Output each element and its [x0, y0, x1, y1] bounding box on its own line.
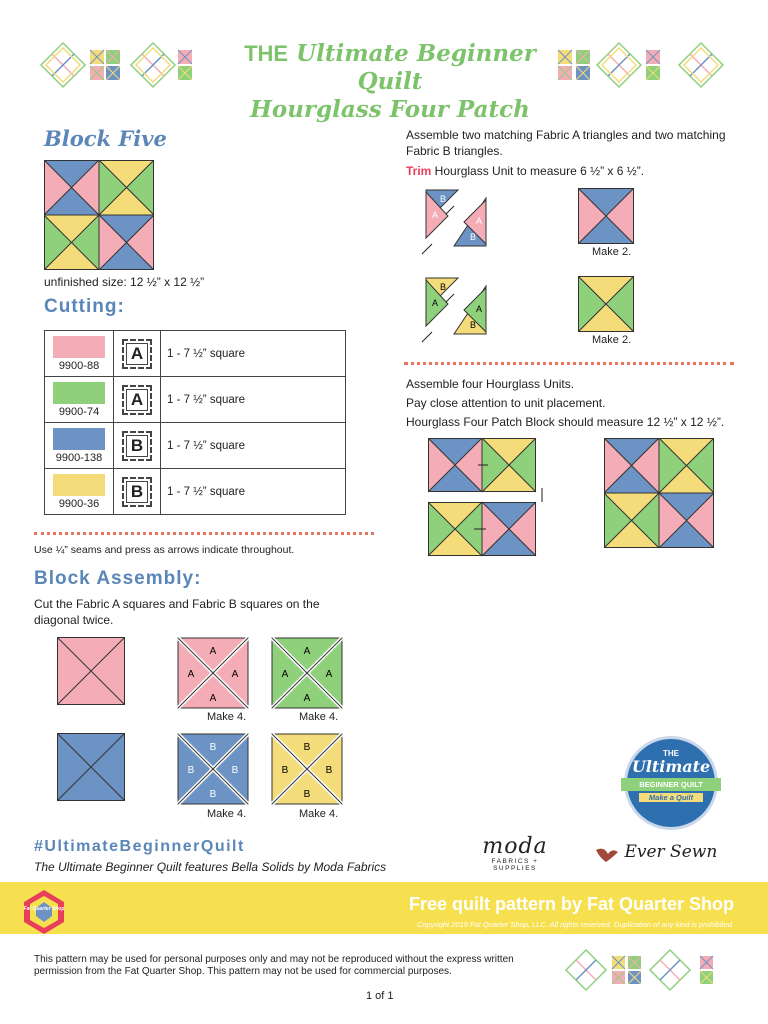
pink-square-diagram: [57, 637, 125, 705]
fabric-letter-badge: A: [122, 339, 152, 369]
triangle-label: A: [187, 669, 195, 680]
triangle-label: B: [325, 765, 333, 776]
moda-subtitle: FABRICS + SUPPLIES: [491, 858, 539, 872]
make-4-label: Make 4.: [299, 808, 339, 820]
triangle-label: A: [432, 298, 439, 308]
trim-text: [406, 163, 644, 179]
cut-description: 1 - 7 ½” square: [161, 331, 346, 377]
hourglass-unit-green-yellow: [578, 276, 634, 332]
fabric-code: 9900-88: [58, 359, 100, 372]
title-line2: Hourglass Four Patch: [250, 96, 530, 123]
eversewn-logo: [594, 842, 717, 871]
assemble-four-text: Assemble four Hourglass Units.: [406, 377, 575, 391]
pink-cut-square-diagram: [177, 637, 249, 709]
page-number: 1 of 1: [366, 990, 394, 1002]
triangle-label: B: [209, 742, 217, 753]
table-row: [45, 331, 346, 377]
cutting-heading: Cutting:: [44, 296, 125, 317]
finished-block-diagram: [44, 160, 154, 270]
attention-text: Pay close attention to unit placement.: [406, 396, 606, 410]
quilt-decor-left-icon: [38, 40, 208, 90]
table-row: [45, 423, 346, 469]
cut-description: 1 - 7 ½” square: [161, 423, 346, 469]
hashtag: #UltimateBeginnerQuilt: [34, 838, 245, 855]
measure-text: Hourglass Four Patch Block should measure 12 ½” x 12 ½”.: [406, 415, 725, 429]
fabric-swatch: [53, 474, 105, 496]
fabric-letter-badge: B: [122, 431, 152, 461]
triangle-label: A: [432, 210, 439, 220]
blue-cut-square-diagram: [177, 733, 249, 805]
triangle-label: A: [476, 304, 483, 314]
fabric-code: 9900-36: [58, 497, 100, 510]
triangle-label: B: [440, 282, 447, 292]
unfinished-size: unfinished size: 12 ½” x 12 ½”: [44, 275, 205, 289]
quilt-decor-footer-icon: [564, 948, 734, 996]
make-4-label: Make 4.: [207, 711, 247, 723]
make-2-label: Make 2.: [592, 246, 632, 258]
fqs-badge-icon: [20, 888, 68, 936]
triangle-label: A: [209, 646, 217, 657]
features-text: The Ultimate Beginner Quilt features Bella Solids by Moda Fabrics: [34, 860, 387, 874]
ultimate-quilt-logo: [624, 736, 718, 830]
moda-wordmark: moda: [482, 834, 548, 859]
table-row: [45, 469, 346, 515]
triangle-label: B: [281, 765, 289, 776]
fqs-logo-text: Fat Quarter Shop: [23, 906, 65, 912]
fabric-code: 9900-138: [55, 451, 103, 464]
fabric-code: 9900-74: [58, 405, 100, 418]
exploded-unit-pink-blue: [418, 186, 494, 258]
title-the: THE: [244, 41, 289, 66]
make-2-label: Make 2.: [592, 334, 632, 346]
yellow-cut-square-diagram: [271, 733, 343, 805]
quilt-decor-right-icon: [556, 40, 732, 90]
triangle-label: B: [187, 765, 195, 776]
triangle-label: A: [281, 669, 289, 680]
make-4-label: Make 4.: [207, 808, 247, 820]
fat-quarter-shop-logo: [20, 888, 68, 936]
cut-description: 1 - 7 ½” square: [161, 377, 346, 423]
final-block-diagram: [604, 438, 714, 548]
fabric-swatch: [53, 336, 105, 358]
triangle-label: B: [303, 742, 311, 753]
triangle-label: B: [470, 232, 477, 242]
copyright-text: Copyright 2019 Fat Quarter Shop, LLC. All rights reserved. Duplication of any kind is prohibited.: [417, 920, 734, 929]
page-title: [220, 40, 560, 124]
triangle-label: B: [231, 765, 239, 776]
title-line1: Ultimate Beginner Quilt: [296, 40, 536, 95]
bird-icon: [594, 842, 620, 866]
logo-the: THE: [663, 749, 679, 758]
cut-description: 1 - 7 ½” square: [161, 469, 346, 515]
block-title: Block Five: [44, 126, 167, 151]
assemble-two-text: Assemble two matching Fabric A triangles and two matching Fabric B triangles.: [406, 128, 726, 158]
assembly-heading: Block Assembly:: [34, 568, 202, 589]
row-assembly-diagram: [428, 438, 550, 558]
seams-note: Use ¼” seams and press as arrows indicate throughout.: [34, 544, 295, 556]
green-cut-square-diagram: [271, 637, 343, 709]
triangle-label: A: [303, 646, 311, 657]
blue-square-diagram: [57, 733, 125, 801]
fabric-letter-badge: A: [122, 385, 152, 415]
triangle-label: B: [440, 194, 447, 204]
triangle-label: A: [325, 669, 333, 680]
fabric-letter-badge: B: [122, 477, 152, 507]
cut-instructions: Cut the Fabric A squares and Fabric B squares on the diagonal twice.: [34, 597, 320, 627]
triangle-label: B: [209, 789, 217, 800]
triangle-label: A: [231, 669, 239, 680]
triangle-label: A: [303, 693, 311, 704]
eversewn-wordmark: Ever Sewn: [624, 842, 718, 862]
triangle-label: A: [476, 216, 483, 226]
triangle-label: A: [209, 693, 217, 704]
moda-logo: [470, 836, 560, 872]
logo-ultimate: Ultimate: [631, 757, 711, 776]
dotted-divider: [404, 362, 734, 365]
diamond-icon: [41, 43, 85, 87]
triangle-label: B: [470, 320, 477, 330]
fabric-swatch: [53, 382, 105, 404]
logo-make: Make a Quilt: [639, 793, 703, 802]
trim-rest: Hourglass Unit to measure 6 ½” x 6 ½”.: [431, 164, 645, 178]
triangle-label: B: [303, 789, 311, 800]
exploded-unit-green-yellow: [418, 274, 494, 346]
cutting-table: [44, 330, 346, 515]
fabric-swatch: [53, 428, 105, 450]
trim-word: Trim: [406, 164, 432, 178]
logo-beginner: BEGINNER QUILT: [621, 778, 721, 791]
hourglass-unit-pink-blue: [578, 188, 634, 244]
table-row: [45, 377, 346, 423]
make-4-label: Make 4.: [299, 711, 339, 723]
dotted-divider: [34, 532, 374, 535]
disclaimer-text: This pattern may be used for personal purposes only and may not be reproduced without the express written permission from the Fat Quarter Shop. This pattern may not be used for commercial purposes.: [34, 954, 514, 977]
free-pattern-banner: Free quilt pattern by Fat Quarter Shop: [408, 894, 734, 914]
